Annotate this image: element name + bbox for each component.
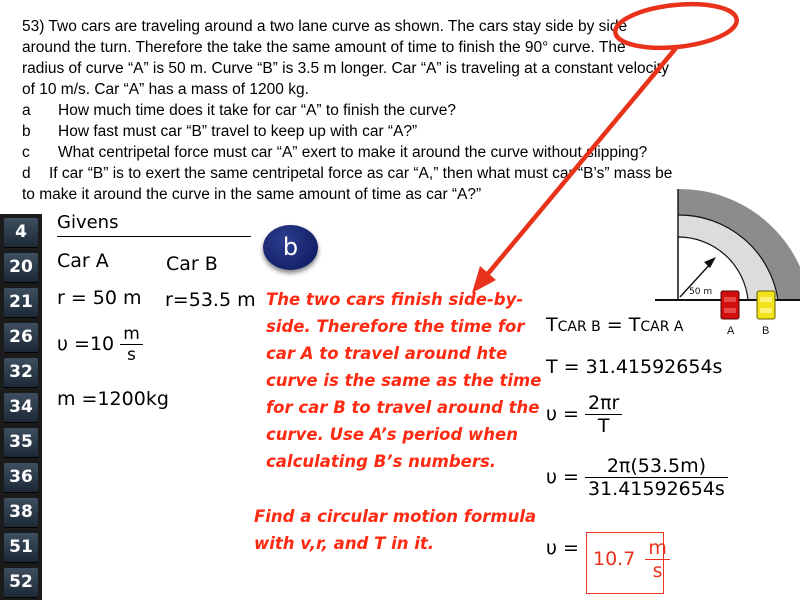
lane-a-label: A <box>727 325 735 337</box>
slide-link[interactable]: 51 <box>4 533 38 562</box>
explanation-note: The two cars finish side-by- side. Therefore the time for car A to travel around hte curve is the same as the time for car B to travel around the curve. Use A’s period when calculating B’s numbers. <box>266 290 542 471</box>
car-b-icon <box>757 291 775 319</box>
part-b-badge: b <box>263 225 318 270</box>
question-part-a: a How much time does it take for car “A” to finish the curve? <box>22 102 456 119</box>
question-part-b: b How fast must car “B” travel to keep up with car “A?” <box>22 123 418 140</box>
radius-label: 50 m <box>689 287 713 297</box>
slide-link[interactable]: 4 <box>4 218 38 247</box>
problem-intro-line: radius of curve “A” is 50 m. Curve “B” is 3.5 m longer. Car “A” is traveling at a constant velocity <box>22 60 669 77</box>
slide-link[interactable]: 35 <box>4 428 38 457</box>
velocity-answer: υ = <box>546 537 579 559</box>
problem-intro-line: around the turn. Therefore the take the same amount of time to finish the 90° curve. The <box>22 39 626 56</box>
car-b-label: Car B <box>166 253 218 275</box>
problem-intro-line: of 10 m/s. Car “A” has a mass of 1200 kg. <box>22 81 309 98</box>
mass-given: m =1200kg <box>57 388 169 410</box>
question-part-c: c What centripetal force must car “A” exert to make it around the curve without slipping? <box>22 144 648 161</box>
period-value: T = 31.41592654s <box>546 356 723 378</box>
answer-value: 10.7 $\frac{m}{s}$ <box>593 537 670 582</box>
slide-link[interactable]: 21 <box>4 288 38 317</box>
velocity-given: υ =10 $\frac{m}{s}$ <box>57 324 143 365</box>
velocity-substitution: υ = $\frac{2\pi(53.5m)}{31.41592654s}$ <box>546 455 728 500</box>
radius-a: r = 50 m <box>57 287 142 309</box>
givens-title: Givens <box>57 212 119 233</box>
slide-link[interactable]: 26 <box>4 323 38 352</box>
velocity-formula: υ = $\frac{2\pi r}{T}$ <box>546 392 622 437</box>
question-part-d: d If car “B” is to exert the same centripetal force as car “A,” then what must car “B’s” mass be <box>22 165 673 182</box>
callout-ellipse <box>613 0 739 53</box>
car-a-label: Car A <box>57 250 109 272</box>
slide-link[interactable]: 38 <box>4 498 38 527</box>
slide-link[interactable]: 20 <box>4 253 38 282</box>
slide-link[interactable]: 34 <box>4 393 38 422</box>
lane-b-label: B <box>762 325 770 337</box>
problem-intro-line: 53) Two cars are traveling around a two lane curve as shown. The cars stay side by side <box>22 18 628 35</box>
car-a-icon <box>721 291 739 319</box>
slide-link[interactable]: 32 <box>4 358 38 387</box>
slide-link[interactable]: 36 <box>4 463 38 492</box>
callout-arrow <box>486 48 676 276</box>
period-equality: TCAR B = TCAR A <box>546 314 684 336</box>
radius-b: r=53.5 m <box>165 289 256 311</box>
question-part-d-continued: to make it around the curve in the same amount of time as car “A?” <box>22 186 482 203</box>
hint-note: Find a circular motion formula with v,r, and T in it. <box>254 507 537 553</box>
slide-link[interactable]: 52 <box>4 568 38 597</box>
